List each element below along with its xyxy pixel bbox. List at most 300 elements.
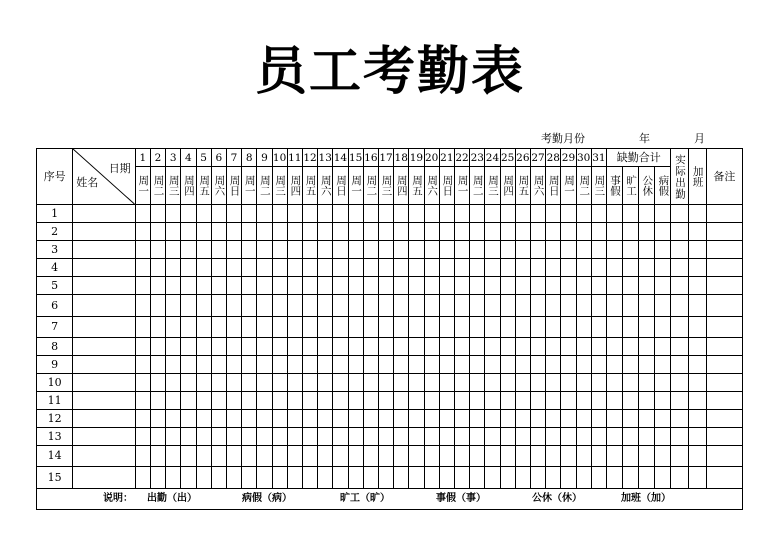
day-cell[interactable]	[470, 295, 485, 317]
day-cell[interactable]	[409, 392, 424, 410]
day-cell[interactable]	[181, 277, 196, 295]
day-cell[interactable]	[439, 356, 454, 374]
overtime-cell[interactable]	[688, 428, 706, 446]
day-cell[interactable]	[485, 223, 500, 241]
day-cell[interactable]	[196, 467, 211, 489]
day-cell[interactable]	[424, 410, 439, 428]
actual-cell[interactable]	[671, 356, 688, 374]
absence-cell[interactable]	[639, 223, 655, 241]
day-cell[interactable]	[378, 259, 393, 277]
day-cell[interactable]	[196, 317, 211, 338]
day-cell[interactable]	[302, 259, 317, 277]
day-cell[interactable]	[561, 277, 576, 295]
absence-cell[interactable]	[606, 410, 622, 428]
remarks-cell[interactable]	[706, 374, 742, 392]
day-cell[interactable]	[242, 410, 257, 428]
absence-cell[interactable]	[639, 338, 655, 356]
day-cell[interactable]	[394, 317, 409, 338]
day-cell[interactable]	[454, 223, 469, 241]
day-cell[interactable]	[546, 259, 561, 277]
day-cell[interactable]	[242, 277, 257, 295]
day-cell[interactable]	[409, 410, 424, 428]
day-cell[interactable]	[454, 374, 469, 392]
actual-cell[interactable]	[671, 259, 688, 277]
day-cell[interactable]	[530, 410, 545, 428]
day-cell[interactable]	[211, 241, 226, 259]
day-cell[interactable]	[439, 317, 454, 338]
day-cell[interactable]	[181, 259, 196, 277]
day-cell[interactable]	[591, 205, 606, 223]
overtime-cell[interactable]	[688, 374, 706, 392]
day-cell[interactable]	[576, 392, 591, 410]
day-cell[interactable]	[515, 259, 530, 277]
day-cell[interactable]	[135, 241, 150, 259]
absence-cell[interactable]	[606, 223, 622, 241]
overtime-cell[interactable]	[688, 241, 706, 259]
day-cell[interactable]	[226, 317, 241, 338]
absence-cell[interactable]	[623, 428, 639, 446]
day-cell[interactable]	[226, 392, 241, 410]
day-cell[interactable]	[135, 205, 150, 223]
absence-cell[interactable]	[623, 410, 639, 428]
absence-cell[interactable]	[655, 410, 671, 428]
absence-cell[interactable]	[623, 467, 639, 489]
day-cell[interactable]	[439, 277, 454, 295]
day-cell[interactable]	[211, 338, 226, 356]
day-cell[interactable]	[135, 356, 150, 374]
day-cell[interactable]	[546, 410, 561, 428]
day-cell[interactable]	[561, 446, 576, 467]
day-cell[interactable]	[166, 295, 181, 317]
day-cell[interactable]	[546, 295, 561, 317]
absence-cell[interactable]	[606, 317, 622, 338]
day-cell[interactable]	[378, 241, 393, 259]
day-cell[interactable]	[150, 241, 165, 259]
name-cell[interactable]	[73, 295, 135, 317]
day-cell[interactable]	[211, 205, 226, 223]
day-cell[interactable]	[302, 467, 317, 489]
day-cell[interactable]	[257, 295, 272, 317]
day-cell[interactable]	[378, 338, 393, 356]
day-cell[interactable]	[166, 428, 181, 446]
remarks-cell[interactable]	[706, 223, 742, 241]
day-cell[interactable]	[287, 356, 302, 374]
day-cell[interactable]	[424, 467, 439, 489]
day-cell[interactable]	[135, 392, 150, 410]
day-cell[interactable]	[439, 467, 454, 489]
day-cell[interactable]	[409, 338, 424, 356]
day-cell[interactable]	[287, 392, 302, 410]
day-cell[interactable]	[591, 277, 606, 295]
day-cell[interactable]	[181, 241, 196, 259]
day-cell[interactable]	[485, 356, 500, 374]
day-cell[interactable]	[272, 410, 287, 428]
remarks-cell[interactable]	[706, 317, 742, 338]
day-cell[interactable]	[561, 410, 576, 428]
absence-cell[interactable]	[606, 259, 622, 277]
day-cell[interactable]	[576, 410, 591, 428]
day-cell[interactable]	[591, 317, 606, 338]
day-cell[interactable]	[287, 317, 302, 338]
day-cell[interactable]	[394, 295, 409, 317]
day-cell[interactable]	[211, 446, 226, 467]
day-cell[interactable]	[424, 317, 439, 338]
day-cell[interactable]	[546, 223, 561, 241]
day-cell[interactable]	[135, 317, 150, 338]
day-cell[interactable]	[135, 277, 150, 295]
actual-cell[interactable]	[671, 277, 688, 295]
day-cell[interactable]	[530, 223, 545, 241]
day-cell[interactable]	[378, 428, 393, 446]
day-cell[interactable]	[333, 277, 348, 295]
day-cell[interactable]	[181, 223, 196, 241]
day-cell[interactable]	[318, 467, 333, 489]
absence-cell[interactable]	[623, 241, 639, 259]
day-cell[interactable]	[333, 374, 348, 392]
day-cell[interactable]	[166, 467, 181, 489]
absence-cell[interactable]	[655, 205, 671, 223]
day-cell[interactable]	[226, 295, 241, 317]
remarks-cell[interactable]	[706, 392, 742, 410]
absence-cell[interactable]	[655, 392, 671, 410]
absence-cell[interactable]	[623, 446, 639, 467]
absence-cell[interactable]	[606, 205, 622, 223]
day-cell[interactable]	[591, 392, 606, 410]
day-cell[interactable]	[333, 338, 348, 356]
remarks-cell[interactable]	[706, 295, 742, 317]
overtime-cell[interactable]	[688, 223, 706, 241]
day-cell[interactable]	[302, 374, 317, 392]
day-cell[interactable]	[302, 338, 317, 356]
day-cell[interactable]	[591, 467, 606, 489]
day-cell[interactable]	[333, 223, 348, 241]
day-cell[interactable]	[257, 374, 272, 392]
day-cell[interactable]	[257, 428, 272, 446]
absence-cell[interactable]	[639, 356, 655, 374]
day-cell[interactable]	[530, 259, 545, 277]
name-cell[interactable]	[73, 338, 135, 356]
day-cell[interactable]	[181, 446, 196, 467]
day-cell[interactable]	[515, 410, 530, 428]
day-cell[interactable]	[576, 338, 591, 356]
day-cell[interactable]	[394, 410, 409, 428]
day-cell[interactable]	[546, 392, 561, 410]
day-cell[interactable]	[470, 223, 485, 241]
day-cell[interactable]	[439, 338, 454, 356]
absence-cell[interactable]	[639, 205, 655, 223]
day-cell[interactable]	[135, 338, 150, 356]
day-cell[interactable]	[287, 205, 302, 223]
day-cell[interactable]	[211, 356, 226, 374]
day-cell[interactable]	[470, 392, 485, 410]
day-cell[interactable]	[485, 205, 500, 223]
remarks-cell[interactable]	[706, 356, 742, 374]
day-cell[interactable]	[546, 205, 561, 223]
absence-cell[interactable]	[606, 356, 622, 374]
day-cell[interactable]	[378, 467, 393, 489]
day-cell[interactable]	[546, 241, 561, 259]
absence-cell[interactable]	[639, 241, 655, 259]
day-cell[interactable]	[166, 223, 181, 241]
day-cell[interactable]	[287, 223, 302, 241]
day-cell[interactable]	[409, 205, 424, 223]
day-cell[interactable]	[363, 317, 378, 338]
day-cell[interactable]	[485, 428, 500, 446]
day-cell[interactable]	[530, 467, 545, 489]
absence-cell[interactable]	[623, 205, 639, 223]
day-cell[interactable]	[287, 428, 302, 446]
day-cell[interactable]	[166, 259, 181, 277]
day-cell[interactable]	[150, 374, 165, 392]
absence-cell[interactable]	[623, 295, 639, 317]
day-cell[interactable]	[272, 392, 287, 410]
remarks-cell[interactable]	[706, 277, 742, 295]
day-cell[interactable]	[546, 374, 561, 392]
day-cell[interactable]	[348, 295, 363, 317]
day-cell[interactable]	[530, 338, 545, 356]
day-cell[interactable]	[135, 223, 150, 241]
day-cell[interactable]	[333, 410, 348, 428]
day-cell[interactable]	[409, 356, 424, 374]
day-cell[interactable]	[211, 428, 226, 446]
day-cell[interactable]	[302, 428, 317, 446]
day-cell[interactable]	[181, 410, 196, 428]
day-cell[interactable]	[576, 446, 591, 467]
day-cell[interactable]	[500, 205, 515, 223]
day-cell[interactable]	[333, 392, 348, 410]
day-cell[interactable]	[211, 374, 226, 392]
remarks-cell[interactable]	[706, 467, 742, 489]
day-cell[interactable]	[226, 223, 241, 241]
overtime-cell[interactable]	[688, 259, 706, 277]
day-cell[interactable]	[318, 277, 333, 295]
day-cell[interactable]	[561, 205, 576, 223]
day-cell[interactable]	[470, 338, 485, 356]
day-cell[interactable]	[500, 467, 515, 489]
day-cell[interactable]	[576, 356, 591, 374]
day-cell[interactable]	[318, 374, 333, 392]
day-cell[interactable]	[394, 338, 409, 356]
day-cell[interactable]	[576, 374, 591, 392]
day-cell[interactable]	[409, 446, 424, 467]
day-cell[interactable]	[181, 392, 196, 410]
day-cell[interactable]	[226, 338, 241, 356]
day-cell[interactable]	[500, 223, 515, 241]
day-cell[interactable]	[242, 374, 257, 392]
day-cell[interactable]	[394, 374, 409, 392]
day-cell[interactable]	[561, 374, 576, 392]
day-cell[interactable]	[485, 446, 500, 467]
day-cell[interactable]	[530, 317, 545, 338]
day-cell[interactable]	[333, 241, 348, 259]
day-cell[interactable]	[363, 392, 378, 410]
day-cell[interactable]	[302, 317, 317, 338]
day-cell[interactable]	[485, 467, 500, 489]
day-cell[interactable]	[196, 392, 211, 410]
day-cell[interactable]	[181, 338, 196, 356]
actual-cell[interactable]	[671, 295, 688, 317]
day-cell[interactable]	[394, 205, 409, 223]
day-cell[interactable]	[166, 374, 181, 392]
day-cell[interactable]	[439, 295, 454, 317]
day-cell[interactable]	[561, 295, 576, 317]
day-cell[interactable]	[439, 392, 454, 410]
day-cell[interactable]	[302, 241, 317, 259]
day-cell[interactable]	[530, 374, 545, 392]
actual-cell[interactable]	[671, 205, 688, 223]
day-cell[interactable]	[348, 467, 363, 489]
day-cell[interactable]	[287, 446, 302, 467]
day-cell[interactable]	[546, 446, 561, 467]
actual-cell[interactable]	[671, 374, 688, 392]
actual-cell[interactable]	[671, 467, 688, 489]
day-cell[interactable]	[242, 392, 257, 410]
day-cell[interactable]	[166, 356, 181, 374]
day-cell[interactable]	[454, 410, 469, 428]
absence-cell[interactable]	[655, 241, 671, 259]
day-cell[interactable]	[515, 223, 530, 241]
day-cell[interactable]	[500, 446, 515, 467]
absence-cell[interactable]	[655, 277, 671, 295]
absence-cell[interactable]	[623, 277, 639, 295]
day-cell[interactable]	[196, 428, 211, 446]
day-cell[interactable]	[561, 338, 576, 356]
day-cell[interactable]	[257, 277, 272, 295]
day-cell[interactable]	[378, 277, 393, 295]
day-cell[interactable]	[576, 277, 591, 295]
day-cell[interactable]	[454, 295, 469, 317]
day-cell[interactable]	[333, 205, 348, 223]
day-cell[interactable]	[394, 428, 409, 446]
day-cell[interactable]	[242, 356, 257, 374]
day-cell[interactable]	[500, 410, 515, 428]
actual-cell[interactable]	[671, 338, 688, 356]
name-cell[interactable]	[73, 446, 135, 467]
day-cell[interactable]	[242, 317, 257, 338]
day-cell[interactable]	[257, 356, 272, 374]
day-cell[interactable]	[287, 410, 302, 428]
day-cell[interactable]	[272, 338, 287, 356]
day-cell[interactable]	[348, 241, 363, 259]
day-cell[interactable]	[302, 205, 317, 223]
day-cell[interactable]	[363, 241, 378, 259]
day-cell[interactable]	[318, 428, 333, 446]
day-cell[interactable]	[515, 428, 530, 446]
day-cell[interactable]	[287, 295, 302, 317]
day-cell[interactable]	[333, 467, 348, 489]
day-cell[interactable]	[591, 241, 606, 259]
remarks-cell[interactable]	[706, 338, 742, 356]
day-cell[interactable]	[211, 223, 226, 241]
absence-cell[interactable]	[639, 374, 655, 392]
day-cell[interactable]	[363, 295, 378, 317]
day-cell[interactable]	[135, 428, 150, 446]
name-cell[interactable]	[73, 392, 135, 410]
day-cell[interactable]	[226, 428, 241, 446]
day-cell[interactable]	[135, 467, 150, 489]
absence-cell[interactable]	[639, 295, 655, 317]
day-cell[interactable]	[454, 277, 469, 295]
day-cell[interactable]	[394, 259, 409, 277]
day-cell[interactable]	[530, 241, 545, 259]
absence-cell[interactable]	[639, 277, 655, 295]
day-cell[interactable]	[272, 356, 287, 374]
day-cell[interactable]	[287, 241, 302, 259]
day-cell[interactable]	[348, 356, 363, 374]
day-cell[interactable]	[318, 356, 333, 374]
day-cell[interactable]	[439, 428, 454, 446]
day-cell[interactable]	[485, 338, 500, 356]
day-cell[interactable]	[196, 277, 211, 295]
day-cell[interactable]	[500, 241, 515, 259]
day-cell[interactable]	[287, 338, 302, 356]
absence-cell[interactable]	[606, 277, 622, 295]
day-cell[interactable]	[257, 259, 272, 277]
day-cell[interactable]	[439, 241, 454, 259]
day-cell[interactable]	[561, 428, 576, 446]
absence-cell[interactable]	[606, 428, 622, 446]
day-cell[interactable]	[470, 277, 485, 295]
day-cell[interactable]	[485, 295, 500, 317]
day-cell[interactable]	[302, 223, 317, 241]
day-cell[interactable]	[333, 356, 348, 374]
day-cell[interactable]	[394, 392, 409, 410]
day-cell[interactable]	[470, 446, 485, 467]
day-cell[interactable]	[363, 338, 378, 356]
day-cell[interactable]	[500, 428, 515, 446]
day-cell[interactable]	[318, 295, 333, 317]
day-cell[interactable]	[470, 467, 485, 489]
day-cell[interactable]	[561, 241, 576, 259]
day-cell[interactable]	[211, 277, 226, 295]
day-cell[interactable]	[226, 374, 241, 392]
day-cell[interactable]	[181, 317, 196, 338]
day-cell[interactable]	[470, 205, 485, 223]
day-cell[interactable]	[394, 241, 409, 259]
day-cell[interactable]	[333, 259, 348, 277]
overtime-cell[interactable]	[688, 467, 706, 489]
day-cell[interactable]	[181, 356, 196, 374]
absence-cell[interactable]	[655, 374, 671, 392]
day-cell[interactable]	[272, 467, 287, 489]
day-cell[interactable]	[257, 467, 272, 489]
day-cell[interactable]	[333, 295, 348, 317]
day-cell[interactable]	[150, 277, 165, 295]
day-cell[interactable]	[363, 223, 378, 241]
day-cell[interactable]	[378, 410, 393, 428]
name-cell[interactable]	[73, 410, 135, 428]
day-cell[interactable]	[500, 374, 515, 392]
day-cell[interactable]	[257, 338, 272, 356]
absence-cell[interactable]	[639, 446, 655, 467]
day-cell[interactable]	[439, 446, 454, 467]
day-cell[interactable]	[302, 392, 317, 410]
day-cell[interactable]	[348, 205, 363, 223]
day-cell[interactable]	[409, 241, 424, 259]
overtime-cell[interactable]	[688, 356, 706, 374]
day-cell[interactable]	[591, 374, 606, 392]
day-cell[interactable]	[272, 259, 287, 277]
day-cell[interactable]	[454, 241, 469, 259]
day-cell[interactable]	[378, 205, 393, 223]
day-cell[interactable]	[409, 277, 424, 295]
day-cell[interactable]	[181, 428, 196, 446]
day-cell[interactable]	[226, 259, 241, 277]
day-cell[interactable]	[272, 446, 287, 467]
absence-cell[interactable]	[623, 356, 639, 374]
day-cell[interactable]	[150, 467, 165, 489]
day-cell[interactable]	[439, 223, 454, 241]
